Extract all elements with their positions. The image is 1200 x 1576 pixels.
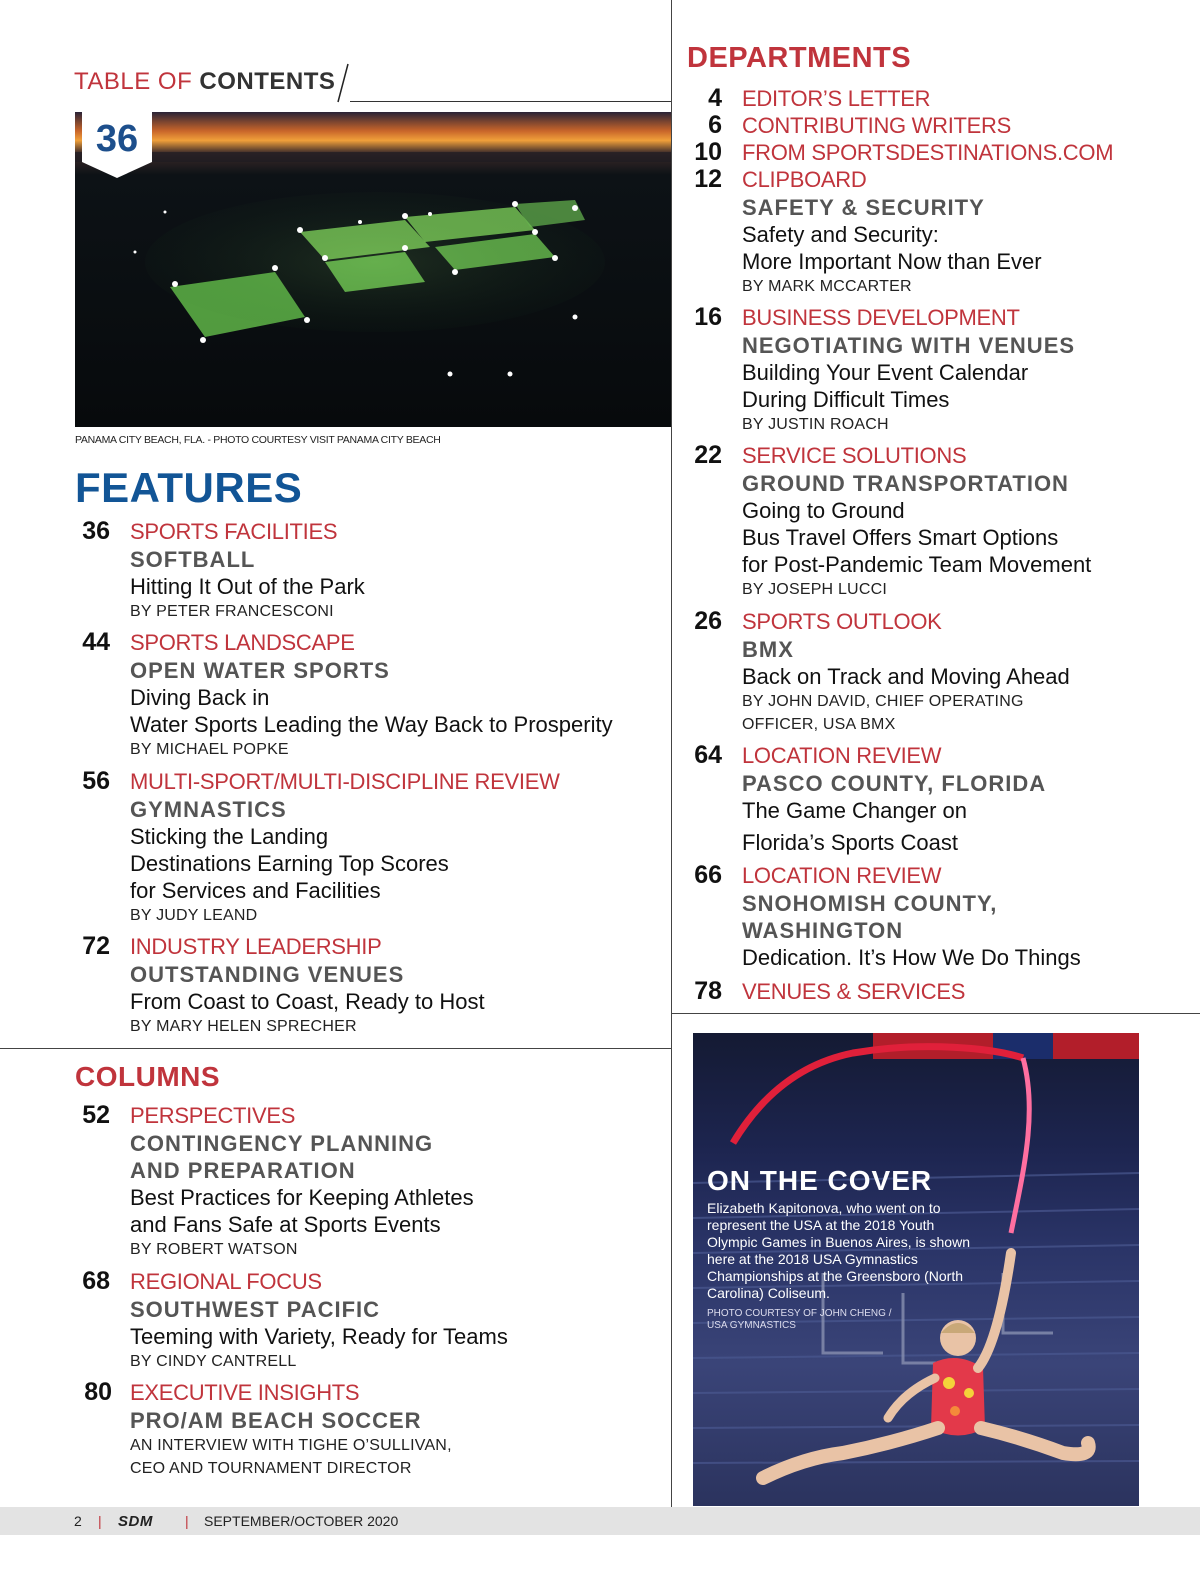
hero-photo [75, 112, 671, 427]
department-page-number[interactable]: 12 [694, 165, 722, 193]
entry-subtitle: Teeming with Variety, Ready for Teams [130, 1324, 508, 1349]
cover-heading: ON THE COVER [707, 1165, 933, 1196]
entry-category: FROM SPORTSDESTINATIONS.COM [742, 140, 1114, 165]
toc-heading-light: TABLE OF [74, 68, 200, 95]
entry-title: SOUTHWEST PACIFIC [130, 1297, 381, 1322]
footer-separator: | [185, 1513, 189, 1529]
entry-subtitle: Florida’s Sports Coast [742, 830, 959, 855]
entry-category: SPORTS FACILITIES [130, 519, 338, 544]
toc-rule [350, 101, 671, 102]
entry-title: AND PREPARATION [130, 1158, 356, 1183]
left-section-divider [0, 1048, 671, 1049]
cover-photo-credit: PHOTO COURTESY OF JOHN CHENG / USA GYMNASTICS [707, 1308, 892, 1331]
entry-category: SPORTS OUTLOOK [742, 609, 942, 634]
column-page-number[interactable]: 68 [82, 1267, 110, 1295]
feature-entry[interactable] [130, 629, 613, 761]
sports-complex-illustration [75, 112, 671, 427]
toc-slash-ornament [335, 62, 351, 104]
feature-entry[interactable] [130, 768, 560, 927]
entry-subtitle: Hitting It Out of the Park [130, 574, 365, 599]
entry-category: LOCATION REVIEW [742, 863, 942, 888]
entry-subtitle: Dedication. It’s How We Do Things [742, 945, 1081, 970]
entry-byline: BY JOSEPH LUCCI [742, 581, 887, 598]
entry-byline: BY ROBERT WATSON [130, 1241, 298, 1258]
department-entry[interactable] [742, 139, 1113, 167]
entry-category: SERVICE SOLUTIONS [742, 443, 967, 468]
department-entry[interactable] [742, 862, 1081, 971]
entry-category: VENUES & SERVICES [742, 979, 966, 1004]
footer-issue-date: SEPTEMBER/OCTOBER 2020 [204, 1513, 399, 1529]
entry-byline: BY PETER FRANCESCONI [130, 603, 334, 620]
entry-subtitle: Bus Travel Offers Smart Options [742, 525, 1059, 550]
entry-subtitle: More Important Now than Ever [742, 249, 1042, 274]
feature-entry[interactable] [130, 933, 485, 1038]
entry-subtitle: Building Your Event Calendar [742, 360, 1029, 385]
department-entry[interactable] [742, 112, 1011, 140]
entry-title: OPEN WATER SPORTS [130, 658, 390, 683]
feature-entry[interactable] [130, 518, 365, 623]
departments-heading: DEPARTMENTS [687, 42, 912, 74]
entry-subtitle: Destinations Earning Top Scores [130, 851, 449, 876]
entry-subtitle: and Fans Safe at Sports Events [130, 1212, 441, 1237]
footer-page-number: 2 [74, 1513, 82, 1529]
entry-category: MULTI-SPORT/MULTI-DISCIPLINE REVIEW [130, 769, 560, 794]
entry-category: INDUSTRY LEADERSHIP [130, 934, 382, 959]
entry-subtitle: for Services and Facilities [130, 878, 381, 903]
column-entry[interactable] [130, 1268, 508, 1373]
entry-category: CONTRIBUTING WRITERS [742, 113, 1011, 138]
entry-byline: CEO AND TOURNAMENT DIRECTOR [130, 1460, 412, 1477]
entry-byline: BY CINDY CANTRELL [130, 1353, 297, 1370]
entry-subtitle: for Post-Pandemic Team Movement [742, 552, 1092, 577]
entry-subtitle: During Difficult Times [742, 387, 950, 412]
department-page-number[interactable]: 10 [694, 138, 722, 166]
entry-title: WASHINGTON [742, 918, 904, 943]
column-divider [671, 0, 672, 1507]
entry-title: BMX [742, 637, 794, 662]
right-section-divider [672, 1013, 1200, 1014]
entry-title: GROUND TRANSPORTATION [742, 471, 1069, 496]
entry-title: SAFETY & SECURITY [742, 195, 985, 220]
department-entry[interactable] [742, 608, 1070, 736]
entry-subtitle: Diving Back in [130, 685, 270, 710]
cover-description: Elizabeth Kapitonova, who went on to represent the USA at the 2018 Youth Olympic Games in Buenos Aires, is shown here at the 2018 USA Gymnastics Championships at the Greensboro (North Carolina) Coliseum. [707, 1200, 970, 1301]
footer-separator: | [98, 1513, 102, 1529]
page-footer [0, 1507, 1200, 1535]
entry-title: PASCO COUNTY, FLORIDA [742, 771, 1047, 796]
department-page-number[interactable]: 26 [694, 607, 722, 635]
entry-category: PERSPECTIVES [130, 1103, 296, 1128]
entry-category: CLIPBOARD [742, 167, 867, 192]
department-page-number[interactable]: 4 [708, 84, 722, 112]
department-entry[interactable] [742, 978, 965, 1006]
department-page-number[interactable]: 66 [694, 861, 722, 889]
page-badge-number: 36 [95, 118, 139, 160]
column-entry[interactable] [130, 1379, 452, 1480]
entry-title: PRO/AM BEACH SOCCER [130, 1408, 422, 1433]
entry-subtitle: Water Sports Leading the Way Back to Prosperity [130, 712, 613, 737]
toc-heading [74, 68, 335, 96]
entry-title: GYMNASTICS [130, 797, 287, 822]
entry-byline: BY JOHN DAVID, CHIEF OPERATING [742, 693, 1024, 710]
column-page-number[interactable]: 80 [84, 1378, 112, 1406]
department-page-number[interactable]: 22 [694, 441, 722, 469]
entry-subtitle: Sticking the Landing [130, 824, 329, 849]
toc-heading-bold: CONTENTS [199, 68, 336, 95]
entry-byline: AN INTERVIEW WITH TIGHE O’SULLIVAN, [130, 1437, 452, 1454]
department-entry[interactable] [742, 166, 1042, 298]
entry-category: SPORTS LANDSCAPE [130, 630, 355, 655]
column-entry[interactable] [130, 1102, 474, 1261]
entry-category: LOCATION REVIEW [742, 743, 942, 768]
department-entry[interactable] [742, 442, 1091, 601]
features-heading: FEATURES [75, 464, 303, 511]
entry-title: CONTINGENCY PLANNING [130, 1131, 434, 1156]
entry-byline: BY JUDY LEAND [130, 907, 258, 924]
department-entry[interactable] [742, 742, 1046, 856]
entry-subtitle: The Game Changer on [742, 798, 968, 823]
department-page-number[interactable]: 16 [694, 303, 722, 331]
entry-subtitle: Back on Track and Moving Ahead [742, 664, 1070, 689]
entry-subtitle: Going to Ground [742, 498, 905, 523]
entry-byline: BY MICHAEL POPKE [130, 741, 289, 758]
entry-title: OUTSTANDING VENUES [130, 962, 405, 987]
feature-page-number[interactable]: 36 [82, 517, 110, 545]
department-page-number[interactable]: 64 [694, 741, 722, 769]
entry-category: EXECUTIVE INSIGHTS [130, 1380, 360, 1405]
entry-title: NEGOTIATING WITH VENUES [742, 333, 1076, 358]
feature-page-number[interactable]: 44 [82, 628, 110, 656]
entry-subtitle: From Coast to Coast, Ready to Host [130, 989, 485, 1014]
department-entry[interactable] [742, 304, 1075, 436]
sdm-logo: SDM [118, 1513, 153, 1530]
entry-category: REGIONAL FOCUS [130, 1269, 322, 1294]
department-entry[interactable] [742, 85, 930, 113]
entry-title: SOFTBALL [130, 547, 256, 572]
entry-subtitle: Safety and Security: [742, 222, 939, 247]
feature-page-number[interactable]: 56 [82, 767, 110, 795]
columns-heading: COLUMNS [75, 1061, 221, 1092]
entry-category: BUSINESS DEVELOPMENT [742, 305, 1020, 330]
entry-byline: OFFICER, USA BMX [742, 716, 896, 733]
entry-byline: BY JUSTIN ROACH [742, 416, 889, 433]
department-page-number[interactable]: 78 [694, 977, 722, 1005]
entry-category: EDITOR’S LETTER [742, 86, 931, 111]
hero-caption: PANAMA CITY BEACH, FLA. - PHOTO COURTESY VISIT PANAMA CITY BEACH [75, 434, 441, 446]
feature-page-number[interactable]: 72 [82, 932, 110, 960]
entry-byline: BY MARY HELEN SPRECHER [130, 1018, 357, 1035]
column-page-number[interactable]: 52 [82, 1101, 110, 1129]
entry-subtitle: Best Practices for Keeping Athletes [130, 1185, 474, 1210]
entry-title: SNOHOMISH COUNTY, [742, 891, 998, 916]
entry-byline: BY MARK MCCARTER [742, 278, 912, 295]
department-page-number[interactable]: 6 [708, 111, 722, 139]
